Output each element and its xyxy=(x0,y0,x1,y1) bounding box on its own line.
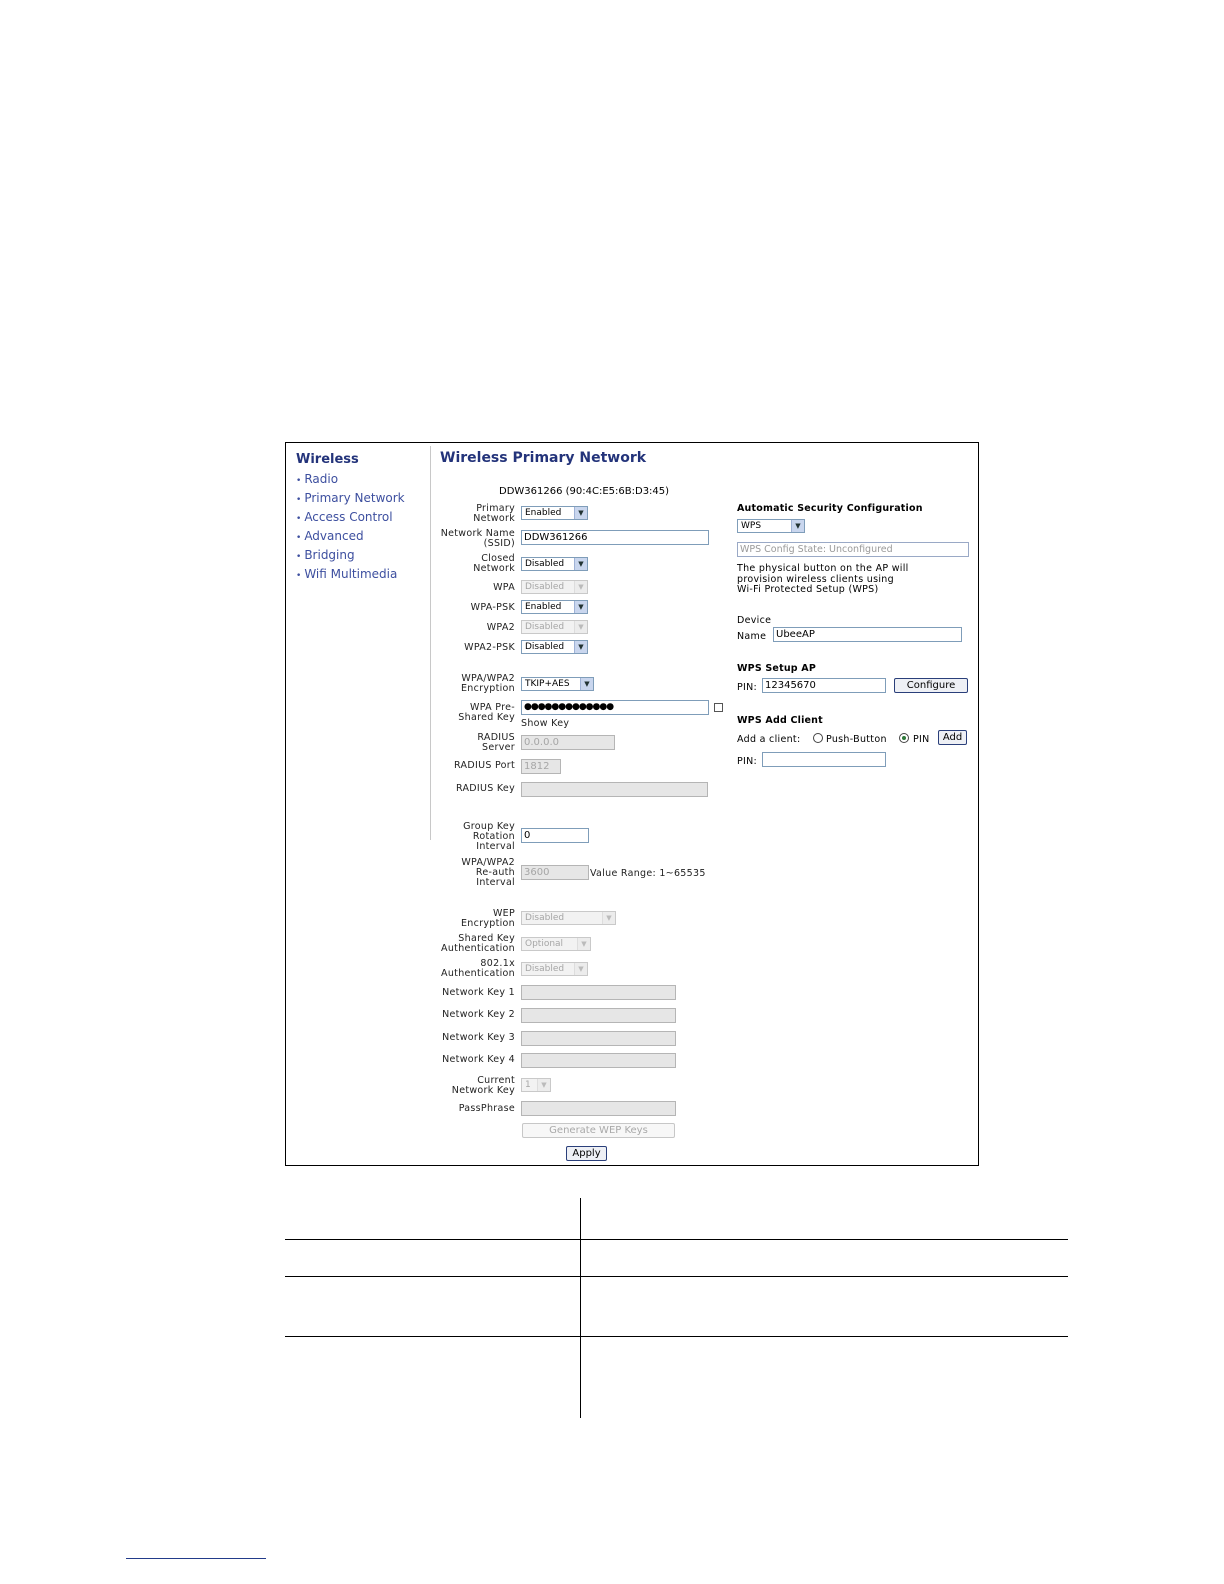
network-key-2-label: Network Key 2 xyxy=(442,1009,515,1020)
passphrase-input[interactable] xyxy=(521,1101,676,1116)
setup-pin-input[interactable] xyxy=(762,678,886,693)
sidebar-item-radio[interactable]: • Radio xyxy=(296,472,339,486)
client-pin-label: PIN: xyxy=(737,756,758,767)
table-row-divider xyxy=(285,1239,1068,1240)
sidebar-item-primary-network[interactable]: • Primary Network xyxy=(296,491,405,505)
dot1x-auth-label: 802.1x Authentication xyxy=(441,958,515,979)
add-client-button[interactable]: Add xyxy=(938,730,967,745)
reauth-input[interactable] xyxy=(521,865,589,880)
sidebar-item-advanced[interactable]: • Advanced xyxy=(296,529,364,543)
psk-label: WPA Pre- Shared Key xyxy=(458,702,515,723)
chevron-down-icon: ▼ xyxy=(580,678,593,690)
radius-port-input[interactable] xyxy=(521,759,561,774)
wpa-psk-label: WPA-PSK xyxy=(470,602,515,613)
network-key-3-input[interactable] xyxy=(521,1031,676,1046)
show-key-label: Show Key xyxy=(521,718,570,729)
chevron-down-icon: ▼ xyxy=(574,601,587,613)
chevron-down-icon: ▼ xyxy=(574,621,587,633)
chevron-down-icon: ▼ xyxy=(574,581,587,593)
device-id: DDW361266 (90:4C:E5:6B:D3:45) xyxy=(499,486,670,497)
wpa-label: WPA xyxy=(493,582,515,593)
sidebar-item-bridging[interactable]: • Bridging xyxy=(296,548,355,562)
reauth-range: Value Range: 1~65535 xyxy=(590,868,706,879)
sidebar-item-wifi-multimedia[interactable]: • Wifi Multimedia xyxy=(296,567,398,581)
closed-network-select[interactable] xyxy=(521,557,588,571)
select-value: Enabled xyxy=(525,508,562,518)
select-value: Optional xyxy=(525,939,564,949)
wpa2-select[interactable] xyxy=(521,620,588,634)
reauth-label: WPA/WPA2 Re-auth Interval xyxy=(461,857,515,888)
chevron-down-icon: ▼ xyxy=(602,912,615,924)
sidebar-divider xyxy=(430,446,431,840)
wps-description: The physical button on the AP will provision wireless clients using Wi-Fi Protected Setup (WPS) xyxy=(737,563,909,595)
radius-key-label: RADIUS Key xyxy=(455,783,515,794)
sidebar-item-label: Access Control xyxy=(304,510,393,524)
encryption-label: WPA/WPA2 Encryption xyxy=(460,673,515,694)
chevron-down-icon: ▼ xyxy=(537,1079,550,1091)
wps-section-title: Automatic Security Configuration xyxy=(737,503,923,514)
network-key-4-input[interactable] xyxy=(521,1053,676,1068)
device-label: Device xyxy=(737,615,772,626)
group-key-label: Group Key Rotation Interval xyxy=(463,821,515,852)
sidebar-item-label: Bridging xyxy=(304,548,355,562)
shared-key-auth-select[interactable] xyxy=(521,937,591,951)
wep-encryption-select[interactable] xyxy=(521,911,616,925)
radius-server-input[interactable] xyxy=(521,735,615,750)
chevron-down-icon: ▼ xyxy=(574,641,587,653)
wps-setup-title: WPS Setup AP xyxy=(737,663,817,674)
select-value: Disabled xyxy=(525,559,565,569)
current-key-label: Current Network Key xyxy=(451,1075,515,1096)
network-key-1-input[interactable] xyxy=(521,985,676,1000)
network-key-1-label: Network Key 1 xyxy=(442,987,515,998)
push-button-label: Push-Button xyxy=(826,734,887,745)
wpa-psk-select[interactable] xyxy=(521,600,588,614)
group-key-input[interactable] xyxy=(521,828,589,843)
wpa2-psk-label: WPA2-PSK xyxy=(464,642,515,653)
network-key-2-input[interactable] xyxy=(521,1008,676,1023)
chevron-down-icon: ▼ xyxy=(574,558,587,570)
footer-rule xyxy=(126,1558,266,1559)
sidebar-item-label: Wifi Multimedia xyxy=(304,567,398,581)
sidebar-item-access-control[interactable]: • Access Control xyxy=(296,510,393,524)
table-row-divider xyxy=(285,1336,1068,1337)
device-name-label: Name xyxy=(737,631,767,642)
select-value: Disabled xyxy=(525,964,565,974)
primary-network-select[interactable] xyxy=(521,506,588,520)
chevron-down-icon: ▼ xyxy=(791,520,804,532)
apply-button[interactable]: Apply xyxy=(566,1146,607,1161)
router-admin-screenshot xyxy=(285,442,979,1166)
sidebar-title: Wireless xyxy=(296,452,359,467)
ssid-label: Network Name (SSID) xyxy=(440,528,515,549)
radius-port-label: RADIUS Port xyxy=(454,760,515,771)
pin-radio-label: PIN xyxy=(913,734,930,745)
network-key-4-label: Network Key 4 xyxy=(442,1054,515,1065)
page-title: Wireless Primary Network xyxy=(440,450,647,466)
select-value: WPS xyxy=(741,521,762,531)
select-value: TKIP+AES xyxy=(525,679,570,689)
sidebar-item-label: Primary Network xyxy=(304,491,405,505)
network-key-3-label: Network Key 3 xyxy=(442,1032,515,1043)
closed-network-label: Closed Network xyxy=(473,553,515,574)
wps-state-field: WPS Config State: Unconfigured xyxy=(737,542,969,557)
primary-network-label: Primary Network xyxy=(473,503,515,524)
select-value: Disabled xyxy=(525,642,565,652)
configure-button[interactable]: Configure xyxy=(894,678,968,693)
passphrase-label: PassPhrase xyxy=(458,1103,515,1114)
chevron-down-icon: ▼ xyxy=(577,938,590,950)
setup-pin-label: PIN: xyxy=(737,682,758,693)
push-button-radio[interactable] xyxy=(813,733,823,743)
psk-input[interactable]: ●●●●●●●●●●●●● xyxy=(521,700,709,715)
radius-key-input[interactable] xyxy=(521,782,708,797)
add-client-label: Add a client: xyxy=(737,734,801,745)
encryption-select[interactable] xyxy=(521,677,594,691)
select-value: Disabled xyxy=(525,582,565,592)
select-value: Enabled xyxy=(525,602,562,612)
chevron-down-icon: ▼ xyxy=(574,963,587,975)
wep-encryption-label: WEP Encryption xyxy=(460,908,515,929)
ssid-input[interactable] xyxy=(521,530,709,545)
sidebar-item-label: Advanced xyxy=(304,529,364,543)
table-row-divider xyxy=(285,1276,1068,1277)
table-column-divider xyxy=(580,1198,581,1418)
device-name-input[interactable] xyxy=(773,627,962,642)
select-value: Disabled xyxy=(525,913,565,923)
pin-radio[interactable] xyxy=(899,733,909,743)
radius-server-label: RADIUS Server xyxy=(477,732,515,753)
generate-wep-keys-button[interactable]: Generate WEP Keys xyxy=(522,1123,675,1138)
wpa2-label: WPA2 xyxy=(486,622,515,633)
client-pin-input[interactable] xyxy=(762,752,886,767)
wps-add-client-title: WPS Add Client xyxy=(737,715,823,726)
select-value: 1 xyxy=(525,1080,531,1090)
show-key-checkbox[interactable] xyxy=(714,703,723,712)
sidebar-item-label: Radio xyxy=(304,472,339,486)
dot1x-auth-select[interactable] xyxy=(521,962,588,976)
current-key-select[interactable] xyxy=(521,1078,551,1092)
shared-key-auth-label: Shared Key Authentication xyxy=(441,933,515,954)
wpa-select[interactable] xyxy=(521,580,588,594)
select-value: Disabled xyxy=(525,622,565,632)
wps-mode-select[interactable] xyxy=(737,519,805,533)
wpa2-psk-select[interactable] xyxy=(521,640,588,654)
chevron-down-icon: ▼ xyxy=(574,507,587,519)
